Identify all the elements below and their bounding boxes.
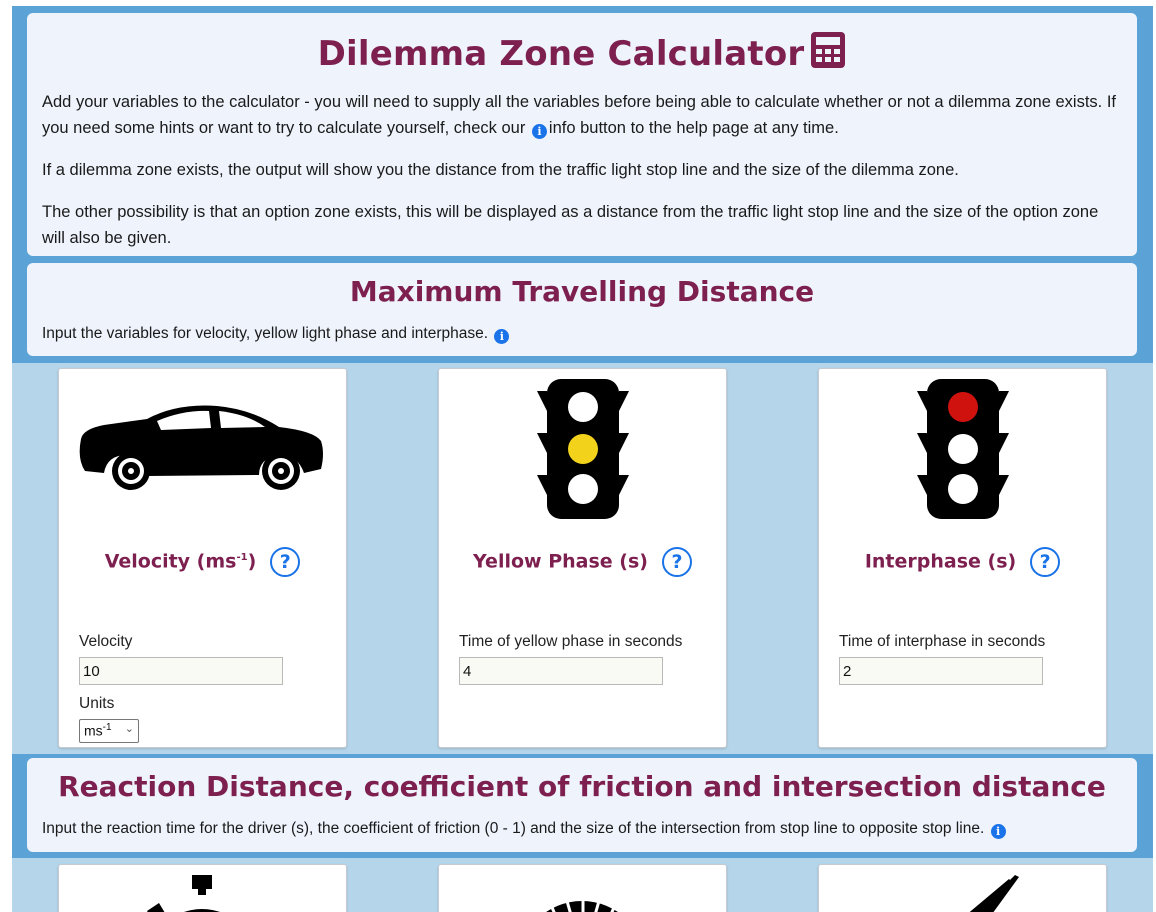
info-icon[interactable]: i	[494, 329, 509, 344]
chevron-down-icon: ⌄	[124, 723, 134, 735]
velocity-title	[59, 547, 346, 577]
velocity-card	[58, 368, 347, 748]
max-distance-title: Maximum Travelling Distance	[349, 275, 815, 308]
traffic-light-yellow-icon	[439, 369, 726, 529]
help-icon[interactable]: ?	[662, 547, 692, 577]
car-icon	[59, 369, 346, 529]
velocity-label: Velocity	[79, 633, 133, 650]
interphase-title	[819, 547, 1106, 577]
road-icon	[819, 865, 1106, 912]
page-title	[42, 13, 1122, 78]
reaction-title: Reaction Distance, coefficient of friction and intersection distance	[58, 770, 1106, 803]
max-distance-instructions	[42, 321, 511, 347]
intro-text-b: info button to the help page at any time.	[548, 119, 839, 137]
help-icon[interactable]: ?	[1030, 547, 1060, 577]
reaction-panel	[27, 758, 1137, 852]
yellow-phase-input[interactable]	[459, 657, 663, 685]
units-label: Units	[79, 695, 115, 712]
velocity-title-close: )	[247, 550, 257, 573]
max-distance-instructions-text: Input the variables for velocity, yellow light phase and interphase.	[42, 325, 489, 342]
velocity-title-text: Velocity (ms	[104, 550, 237, 573]
help-icon[interactable]: ?	[270, 547, 300, 577]
interphase-card	[818, 368, 1107, 748]
units-select-sup: -1	[102, 722, 112, 733]
intersection-card	[818, 864, 1107, 912]
units-select-value: ms	[84, 722, 103, 739]
friction-card	[438, 864, 727, 912]
velocity-input[interactable]	[79, 657, 283, 685]
velocity-title-sup: -1	[236, 552, 248, 564]
dilemma-text: If a dilemma zone exists, the output will show you the distance from the traffic light stop line and the size of the dilemma zone.	[42, 161, 959, 179]
stopwatch-icon	[59, 865, 346, 912]
option-text: The other possibility is that an option zone exists, this will be displayed as a distance from the traffic light stop line and the size of the option zone will also be given.	[42, 203, 1099, 247]
interphase-title-text: Interphase (s)	[864, 550, 1017, 573]
interphase-label: Time of interphase in seconds	[839, 633, 1046, 650]
info-icon[interactable]: i	[532, 124, 547, 139]
yellow-phase-title-text: Yellow Phase (s)	[473, 550, 648, 573]
intro-text	[42, 89, 1117, 141]
page-title-text: Dilemma Zone Calculator	[317, 34, 805, 74]
intro-text-a: Add your variables to the calculator - you will need to supply all the variables before being able to calculate whether or not a dilemma zone exists. If you need some hints or want to try to calculate yourself, check our	[42, 93, 1117, 137]
intro-panel	[27, 13, 1137, 256]
yellow-phase-label: Time of yellow phase in seconds	[459, 633, 683, 650]
reaction-time-card	[58, 864, 347, 912]
page-frame	[12, 6, 1153, 912]
yellow-phase-title	[439, 547, 726, 577]
interphase-input[interactable]	[839, 657, 1043, 685]
tire-icon	[439, 865, 726, 912]
traffic-light-red-icon	[819, 369, 1106, 529]
calculator-icon	[810, 31, 846, 78]
reaction-instructions	[42, 816, 1008, 842]
info-icon[interactable]: i	[991, 824, 1006, 839]
yellow-phase-card	[438, 368, 727, 748]
units-select[interactable]	[79, 719, 139, 743]
reaction-instructions-text: Input the reaction time for the driver (s), the coefficient of friction (0 - 1) and the size of the intersection from stop line to opposite stop line.	[42, 820, 985, 837]
max-distance-panel	[27, 263, 1137, 356]
